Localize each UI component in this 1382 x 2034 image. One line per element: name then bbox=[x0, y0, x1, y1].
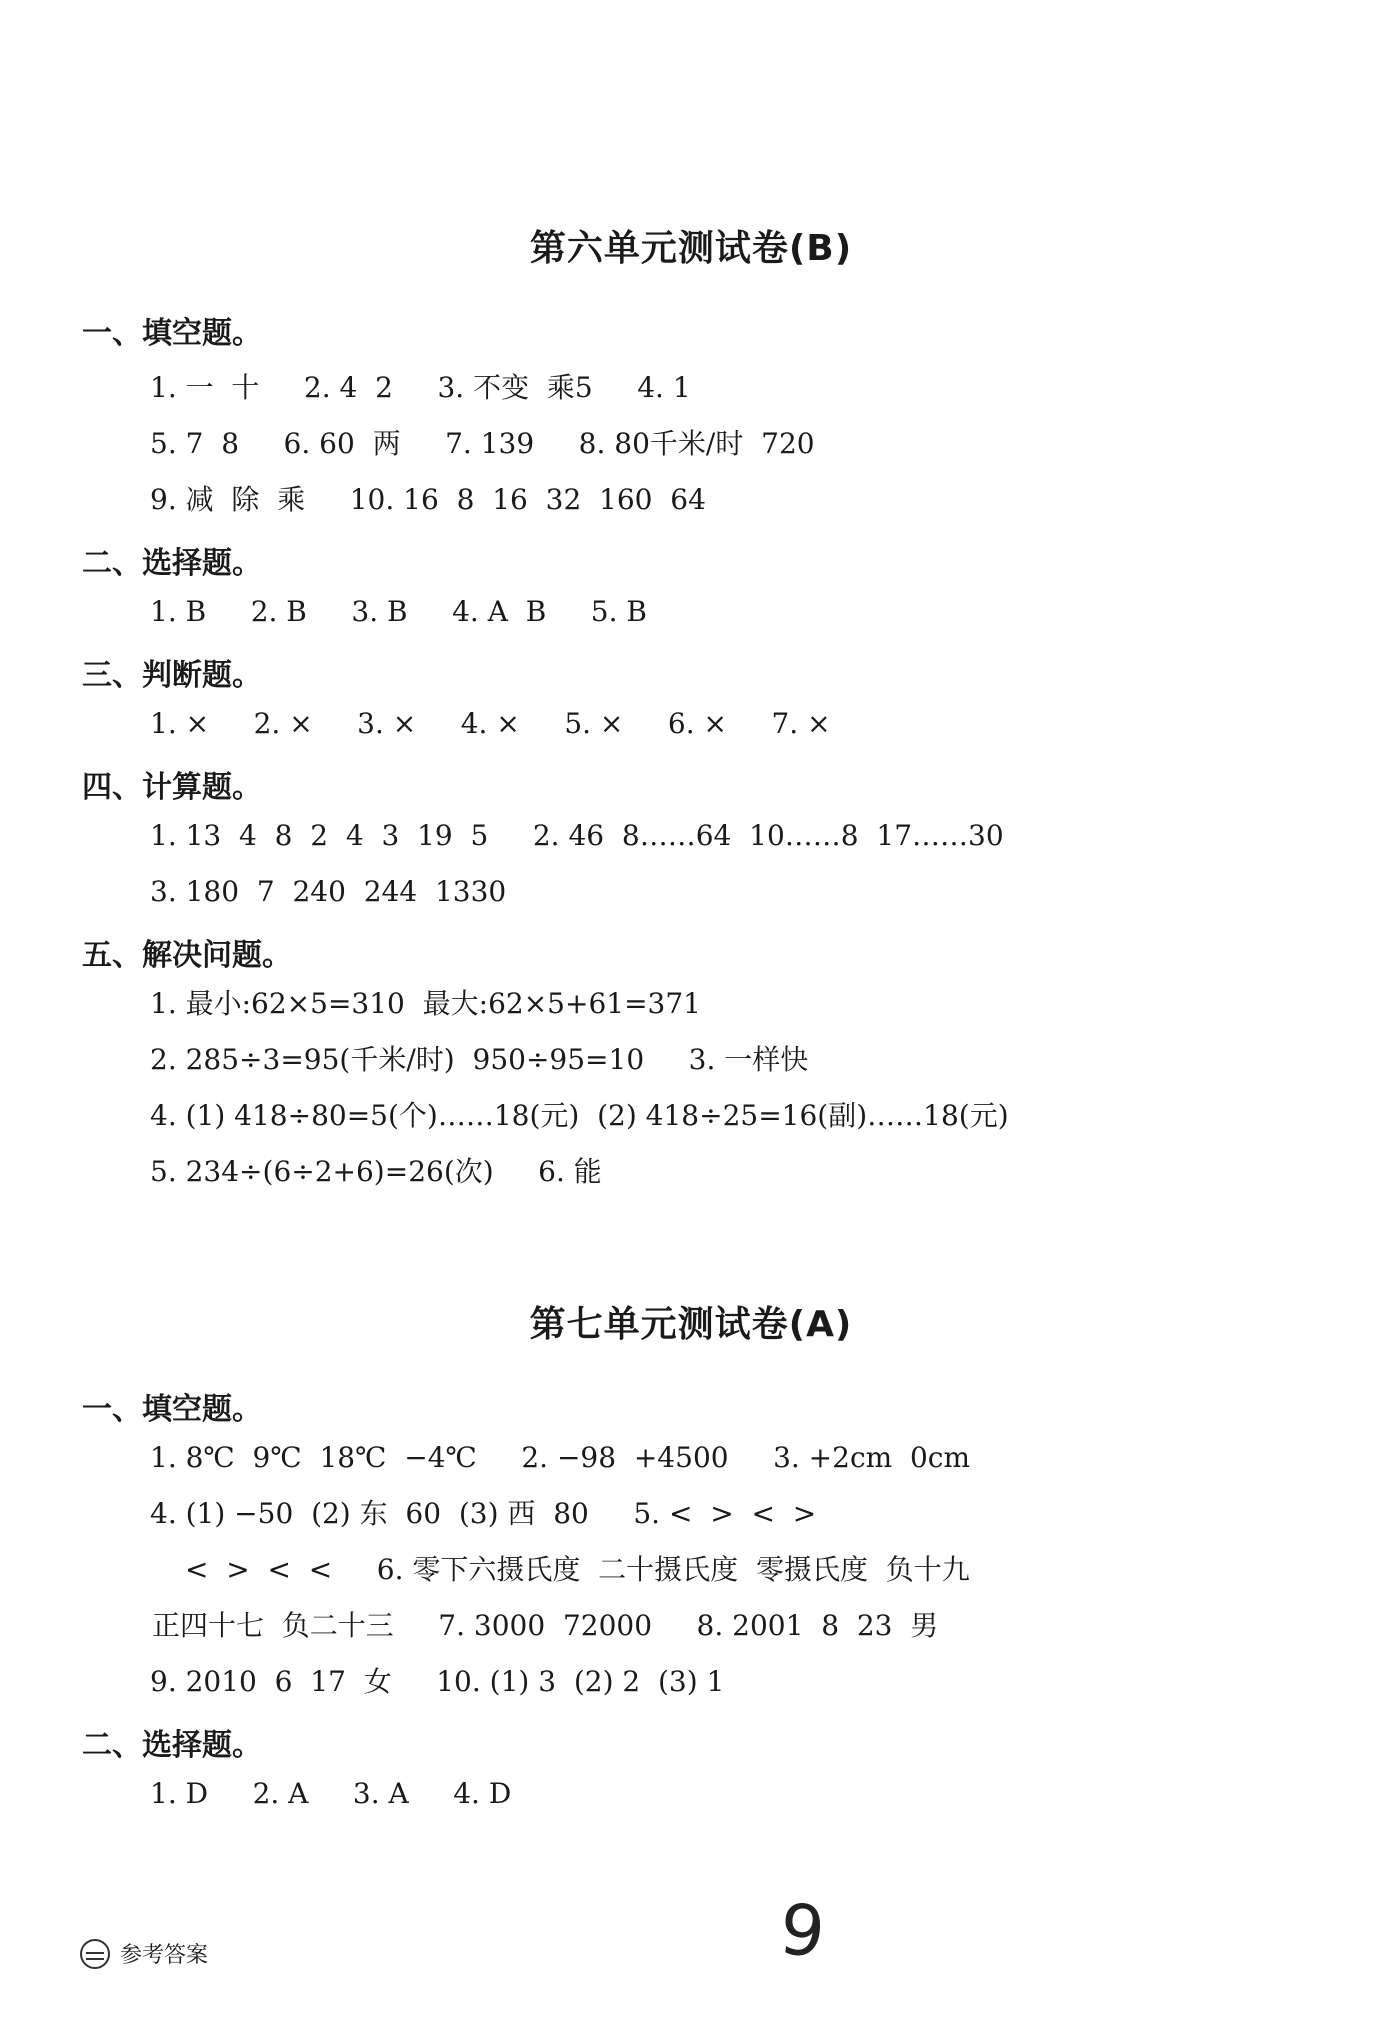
unit6-fill-line-2: 5. 7 8 6. 60 两 7. 139 8. 80千米/时 720 bbox=[150, 427, 815, 460]
unit6-solve-line-4: 5. 234÷(6÷2+6)=26(次) 6. 能 bbox=[150, 1155, 602, 1188]
unit6-choice-line-1: 1. B 2. B 3. B 4. A B 5. B bbox=[150, 595, 647, 628]
unit7-choice-heading: 二、选择题。 bbox=[82, 1728, 262, 1763]
unit6-judge-heading: 三、判断题。 bbox=[82, 658, 262, 693]
unit7-fill-line-5: 9. 2010 6 17 女 10. (1) 3 (2) 2 (3) 1 bbox=[150, 1665, 725, 1698]
unit6-calc-heading: 四、计算题。 bbox=[82, 770, 262, 805]
unit6-fill-line-1: 1. 一 十 2. 4 2 3. 不变 乘5 4. 1 bbox=[150, 371, 691, 404]
footer-label: 参考答案 bbox=[120, 1943, 209, 1968]
unit7-fill-line-4: 正四十七 负二十三 7. 3000 72000 8. 2001 8 23 男 bbox=[152, 1609, 939, 1642]
unit6-solve-line-2: 2. 285÷3=95(千米/时) 950÷95=10 3. 一样快 bbox=[150, 1043, 809, 1076]
unit7-fill-line-1: 1. 8℃ 9℃ 18℃ −4℃ 2. −98 +4500 3. +2cm 0cm bbox=[150, 1441, 971, 1474]
unit6-solve-line-1: 1. 最小:62×5=310 最大:62×5+61=371 bbox=[150, 987, 701, 1020]
book-icon bbox=[80, 1939, 110, 1969]
unit7-fill-heading: 一、填空题。 bbox=[82, 1392, 262, 1427]
unit6-fill-line-3: 9. 减 除 乘 10. 16 8 16 32 160 64 bbox=[150, 483, 706, 516]
unit6-solve-line-3: 4. (1) 418÷80=5(个)……18(元) (2) 418÷25=16(副)……18(元) bbox=[150, 1099, 1009, 1132]
unit6-solve-heading: 五、解决问题。 bbox=[82, 938, 292, 973]
unit6-title: 第六单元测试卷(B) bbox=[529, 228, 853, 269]
footer bbox=[80, 1938, 208, 1969]
unit7-title: 第七单元测试卷(A) bbox=[529, 1304, 853, 1345]
unit7-fill-line-2: 4. (1) −50 (2) 东 60 (3) 西 80 5. < > < > bbox=[150, 1497, 817, 1530]
unit6-judge-line-1: 1. × 2. × 3. × 4. × 5. × 6. × 7. × bbox=[150, 707, 831, 740]
unit7-fill-line-3: < > < < 6. 零下六摄氏度 二十摄氏度 零摄氏度 负十九 bbox=[185, 1553, 970, 1586]
unit6-choice-heading: 二、选择题。 bbox=[82, 546, 262, 581]
unit6-calc-line-2: 3. 180 7 240 244 1330 bbox=[150, 875, 507, 908]
unit6-calc-line-1: 1. 13 4 8 2 4 3 19 5 2. 46 8……64 10……8 17……30 bbox=[150, 819, 1004, 852]
page-number: 9 bbox=[775, 1887, 829, 1975]
unit7-choice-line-1: 1. D 2. A 3. A 4. D bbox=[150, 1777, 512, 1810]
unit6-fill-heading: 一、填空题。 bbox=[82, 316, 262, 351]
